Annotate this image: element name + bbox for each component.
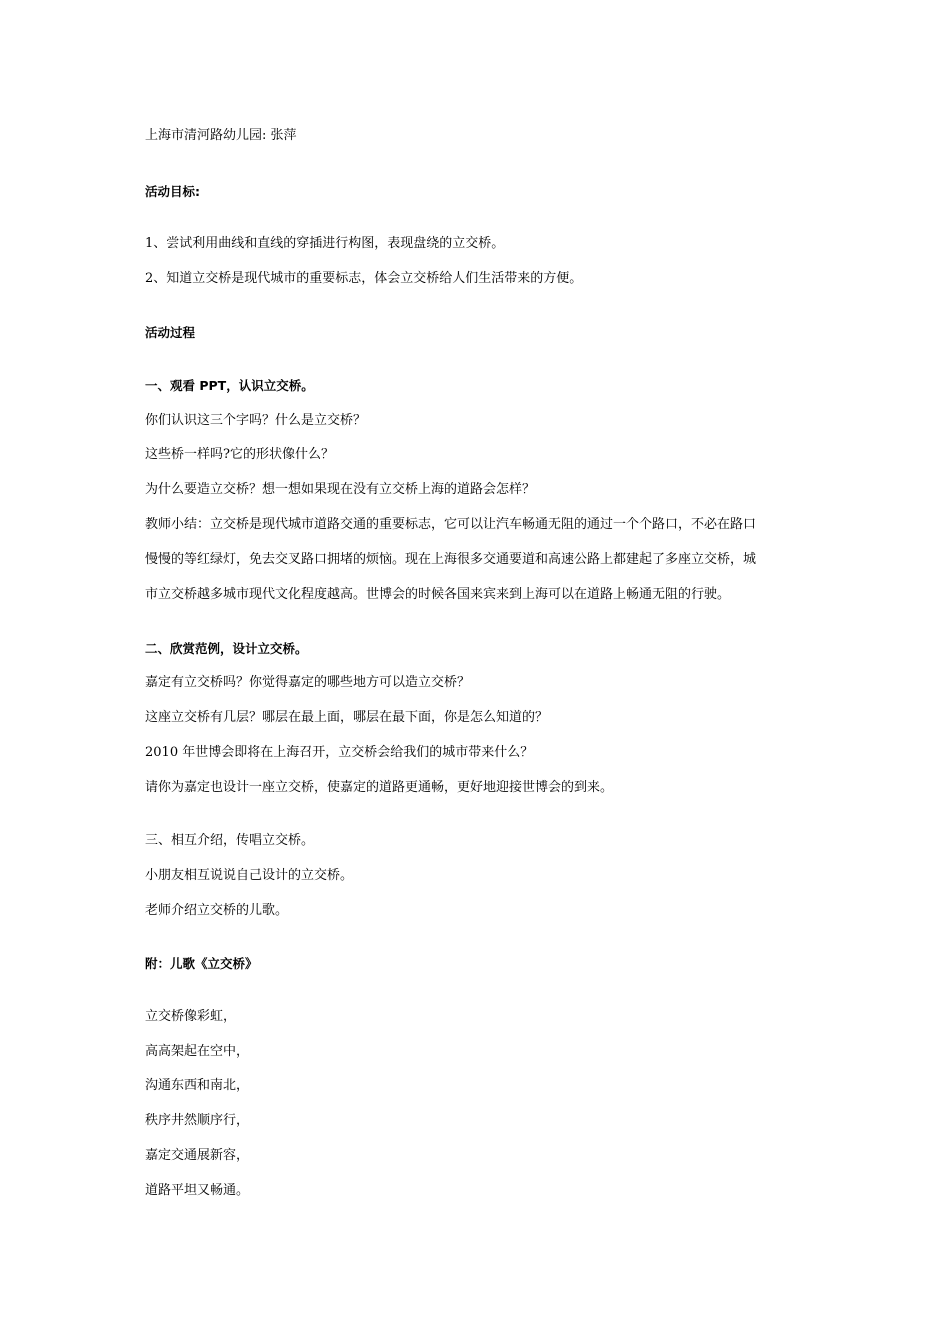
section1-line-6: 市立交桥越多城市现代文化程度越高。世博会的时候各国来宾来到上海可以在道路上畅通无阻的行驶。 [145,587,731,602]
author-line: 上海市清河路幼儿园: 张萍 [145,128,297,143]
section1-line-1: 你们认识这三个字吗？什么是立交桥？ [145,413,367,428]
poem-line-3: 沟通东西和南北， [145,1078,250,1093]
section3-heading: 三、相互介绍，传唱立交桥。 [145,833,315,848]
section2-line-3: 2010 年世博会即将在上海召开，立交桥会给我们的城市带来什么？ [145,745,534,760]
appendix-heading: 附：儿歌《立交桥》 [145,956,258,971]
section2-line-1: 嘉定有立交桥吗？你觉得嘉定的哪些地方可以造立交桥？ [145,675,471,690]
section3-line-2: 老师介绍立交桥的儿歌。 [145,903,289,918]
section1-line-3: 为什么要造立交桥？想一想如果现在没有立交桥上海的道路会怎样？ [145,482,536,497]
section1-line-2: 这些桥一样吗?它的形状像什么？ [145,447,334,462]
goal-item-2: 2、知道立交桥是现代城市的重要标志，体会立交桥给人们生活带来的方便。 [145,271,583,286]
section1-heading: 一、观看 PPT，认识立交桥。 [145,378,314,393]
poem-line-2: 高高架起在空中， [145,1044,250,1059]
goals-heading: 活动目标: [145,184,200,199]
poem-line-5: 嘉定交通展新容， [145,1148,250,1163]
poem-line-4: 秩序井然顺序行， [145,1113,250,1128]
section1-line-5: 慢慢的等红绿灯，免去交叉路口拥堵的烦恼。现在上海很多交通要道和高速公路上都建起了多座立交桥，城 [145,552,757,567]
section2-heading: 二、欣赏范例，设计立交桥。 [145,641,308,656]
poem-line-1: 立交桥像彩虹， [145,1009,237,1024]
section2-line-2: 这座立交桥有几层？哪层在最上面，哪层在最下面，你是怎么知道的？ [145,710,549,725]
poem-line-6: 道路平坦又畅通。 [145,1183,250,1198]
section2-line-4: 请你为嘉定也设计一座立交桥，使嘉定的道路更通畅，更好地迎接世博会的到来。 [145,780,614,795]
section1-line-4: 教师小结：立交桥是现代城市道路交通的重要标志，它可以让汽车畅通无阻的通过一个个路口，不必在路口 [145,517,757,532]
goal-item-1: 1、尝试利用曲线和直线的穿插进行构图，表现盘绕的立交桥。 [145,236,505,251]
process-heading: 活动过程 [145,325,196,340]
section3-line-1: 小朋友相互说说自己设计的立交桥。 [145,868,354,883]
